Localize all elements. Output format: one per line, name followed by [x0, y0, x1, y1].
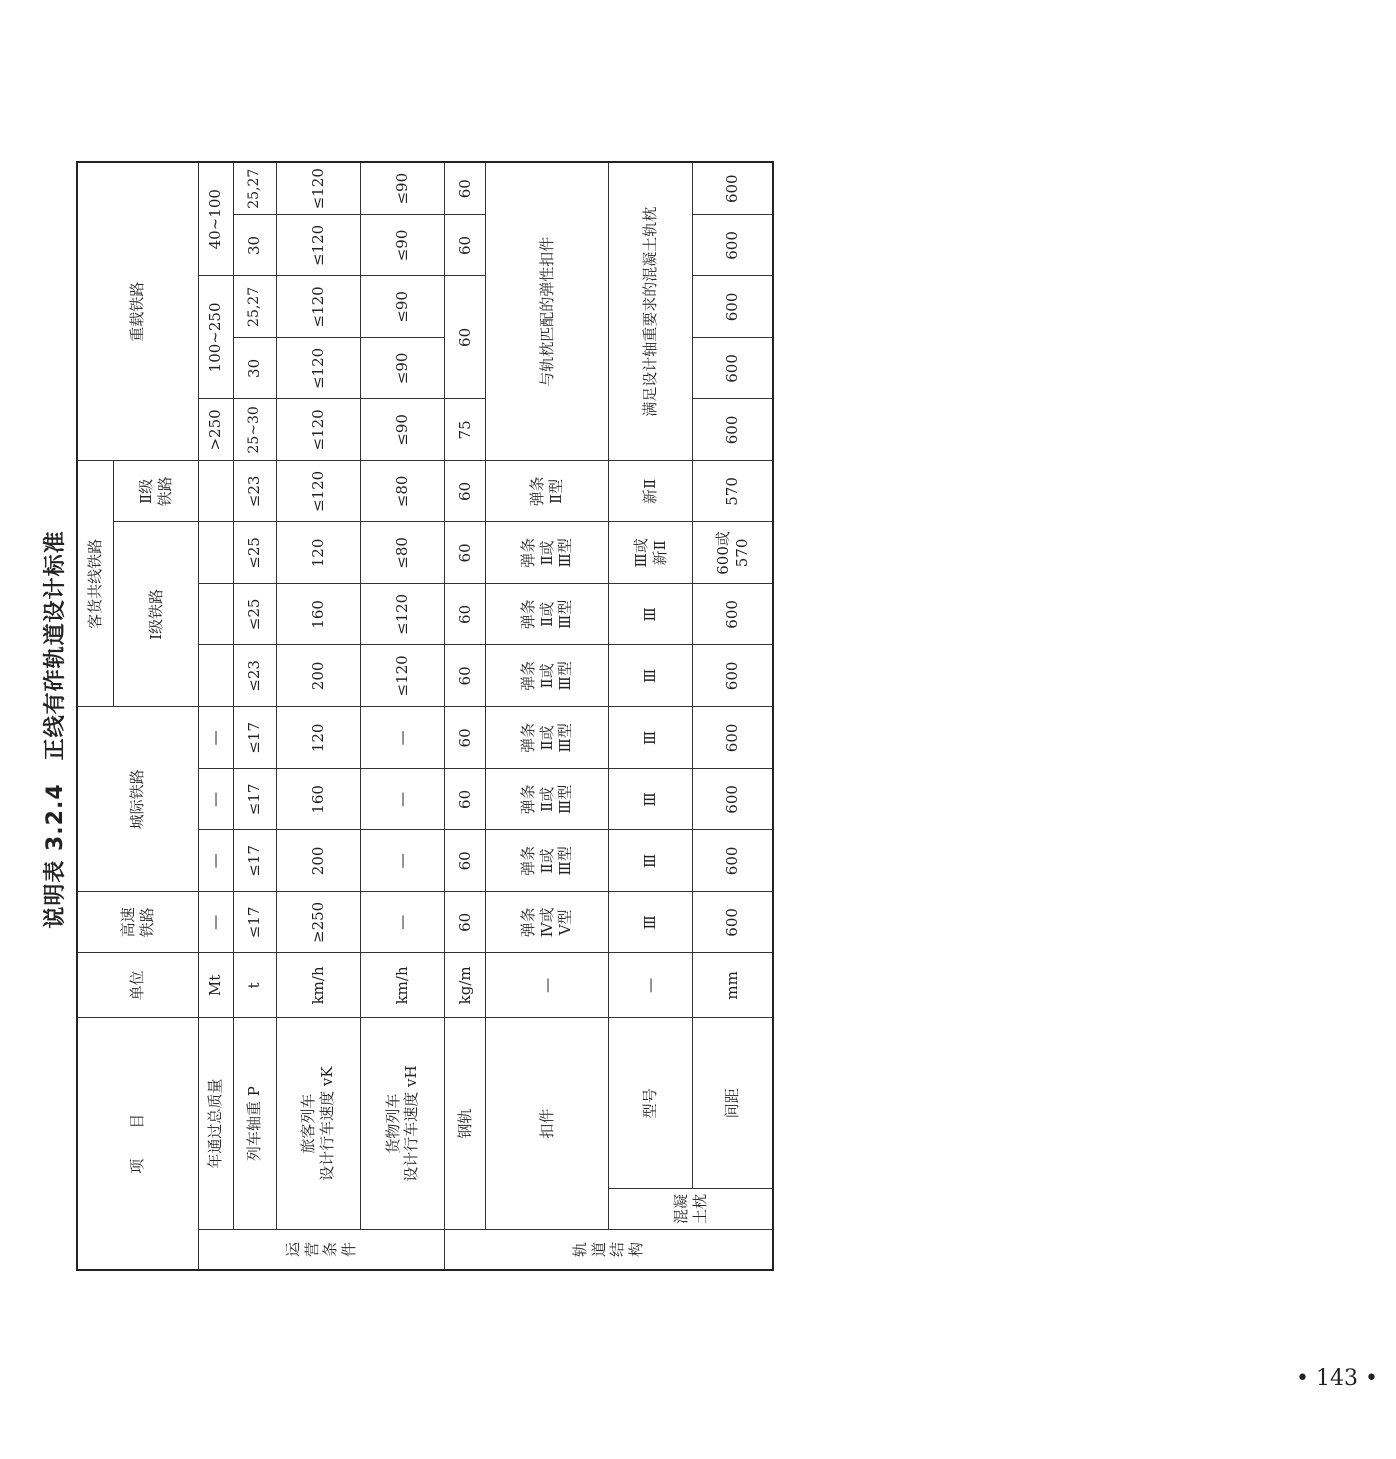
row-item: 年通过总质量 — [198, 1018, 233, 1229]
header-mixed-class1: Ⅰ级铁路 — [114, 522, 198, 707]
cell: 600 — [693, 338, 773, 399]
cell: ≤17 — [233, 769, 276, 830]
cell: 40~100 — [198, 162, 233, 276]
cell: 600 — [693, 162, 773, 215]
cell: Ⅲ — [609, 830, 693, 892]
cell: 与轨枕匹配的弹性扣件 — [486, 162, 609, 461]
row-item: 间距 — [693, 1018, 773, 1189]
cell: 弹条 Ⅱ或 Ⅲ型 — [486, 830, 609, 892]
cell: 60 — [444, 892, 485, 953]
cell: 弹条 Ⅱ型 — [486, 461, 609, 522]
cell: 200 — [276, 645, 360, 707]
cell: ≤120 — [360, 584, 444, 645]
cell: ≤25 — [233, 584, 276, 645]
cell: Ⅲ或 新Ⅱ — [609, 522, 693, 584]
cell: 600 — [693, 584, 773, 645]
cell: >250 — [198, 399, 233, 461]
cell: 60 — [444, 584, 485, 645]
cell: ≤120 — [276, 399, 360, 461]
cell: 30 — [233, 338, 276, 399]
row-unit: km/h — [276, 953, 360, 1018]
row-unit: km/h — [360, 953, 444, 1018]
cell: Ⅲ — [609, 769, 693, 830]
header-project: 项 目 — [77, 1018, 198, 1270]
cell: 75 — [444, 399, 485, 461]
page-number — [1296, 1331, 1396, 1391]
cell — [198, 461, 233, 522]
table-title: 说明表 3.2.4 正线有砟轨道设计标准 — [43, 530, 68, 929]
cell: 60 — [444, 276, 485, 399]
cell: ≤90 — [360, 338, 444, 399]
cell: 600 — [693, 707, 773, 769]
cell: — — [360, 707, 444, 769]
row-unit: Mt — [198, 953, 233, 1018]
cell: ≤17 — [233, 892, 276, 953]
cell: 60 — [444, 769, 485, 830]
cell: 25,27 — [233, 162, 276, 215]
cell: 600 — [693, 892, 773, 953]
cell: Ⅲ — [609, 892, 693, 953]
cell: 弹条 Ⅱ或 Ⅲ型 — [486, 769, 609, 830]
row-item: 旅客列车 设计行车速度 vK — [276, 1018, 360, 1229]
cell: ≤23 — [233, 461, 276, 522]
cell: 60 — [444, 461, 485, 522]
cell: 30 — [233, 215, 276, 276]
row-unit: kg/m — [444, 953, 485, 1018]
cell: — — [198, 769, 233, 830]
cell: ≥250 — [276, 892, 360, 953]
cell: 60 — [444, 707, 485, 769]
row-item: 钢轨 — [444, 1018, 485, 1229]
cell: 25~30 — [233, 399, 276, 461]
cell: 60 — [444, 645, 485, 707]
header-intercity: 城际铁路 — [77, 707, 198, 892]
cell: ≤80 — [360, 522, 444, 584]
group-track-label: 轨 道 结 构 — [444, 1229, 773, 1270]
cell: 弹条 Ⅱ或 Ⅲ型 — [486, 584, 609, 645]
cell: ≤23 — [233, 645, 276, 707]
cell — [198, 645, 233, 707]
row-item: 型号 — [609, 1018, 693, 1189]
cell: Ⅲ — [609, 645, 693, 707]
cell: ≤120 — [276, 276, 360, 338]
cell: ≤120 — [276, 215, 360, 276]
cell — [198, 584, 233, 645]
header-mixed-class2: Ⅱ级 铁路 — [114, 461, 198, 522]
cell: 200 — [276, 830, 360, 892]
cell: ≤120 — [276, 338, 360, 399]
cell: ≤17 — [233, 707, 276, 769]
cell: 120 — [276, 707, 360, 769]
header-unit: 单位 — [77, 953, 198, 1018]
cell: ≤90 — [360, 399, 444, 461]
cell: ≤17 — [233, 830, 276, 892]
row-unit: — — [486, 953, 609, 1018]
cell: 60 — [444, 522, 485, 584]
cell: ≤80 — [360, 461, 444, 522]
row-unit: mm — [693, 953, 773, 1018]
cell: 60 — [444, 830, 485, 892]
cell: 120 — [276, 522, 360, 584]
cell: ≤25 — [233, 522, 276, 584]
cell: — — [360, 892, 444, 953]
cell: Ⅲ — [609, 707, 693, 769]
group-operation-label: 运 营 条 件 — [198, 1229, 444, 1270]
cell: 600 — [693, 276, 773, 338]
cell: 600 — [693, 769, 773, 830]
cell — [198, 522, 233, 584]
cell: 弹条 Ⅱ或 Ⅲ型 — [486, 645, 609, 707]
cell: 600 — [693, 215, 773, 276]
cell: 600 — [693, 399, 773, 461]
cell: 600 — [693, 830, 773, 892]
cell: 570 — [693, 461, 773, 522]
row-unit: t — [233, 953, 276, 1018]
cell: 60 — [444, 215, 485, 276]
cell: 新Ⅱ — [609, 461, 693, 522]
cell: 600 — [693, 645, 773, 707]
cell: 100~250 — [198, 276, 233, 399]
header-heavy: 重载铁路 — [77, 162, 198, 461]
cell: 满足设计轴重要求的混凝土轨枕 — [609, 162, 693, 461]
cell: 60 — [444, 162, 485, 215]
header-mixed: 客货共线铁路 — [77, 461, 114, 707]
sleeper-label: 混凝 土枕 — [609, 1189, 773, 1230]
row-item: 货物列车 设计行车速度 vH — [360, 1018, 444, 1229]
row-unit: — — [609, 953, 693, 1018]
cell: 25,27 — [233, 276, 276, 338]
cell: 600或 570 — [693, 522, 773, 584]
cell: — — [198, 830, 233, 892]
row-item: 扣件 — [486, 1018, 609, 1229]
cell: 160 — [276, 769, 360, 830]
cell: ≤120 — [360, 645, 444, 707]
cell: — — [360, 769, 444, 830]
cell: 弹条 Ⅱ或 Ⅲ型 — [486, 707, 609, 769]
cell: ≤120 — [276, 162, 360, 215]
cell: — — [198, 892, 233, 953]
track-design-standard-table — [76, 161, 774, 1271]
page-number-text: • 143 • — [1296, 1366, 1378, 1391]
cell: 弹条 Ⅱ或 Ⅲ型 — [486, 522, 609, 584]
header-high-speed: 高速 铁路 — [77, 892, 198, 953]
cell: ≤90 — [360, 276, 444, 338]
cell: ≤90 — [360, 162, 444, 215]
cell: 160 — [276, 584, 360, 645]
cell: 弹条 Ⅳ或 Ⅴ型 — [486, 892, 609, 953]
cell: Ⅲ — [609, 584, 693, 645]
cell: ≤120 — [276, 461, 360, 522]
cell: — — [198, 707, 233, 769]
cell: ≤90 — [360, 215, 444, 276]
row-item: 列车轴重 P — [233, 1018, 276, 1229]
cell: — — [360, 830, 444, 892]
